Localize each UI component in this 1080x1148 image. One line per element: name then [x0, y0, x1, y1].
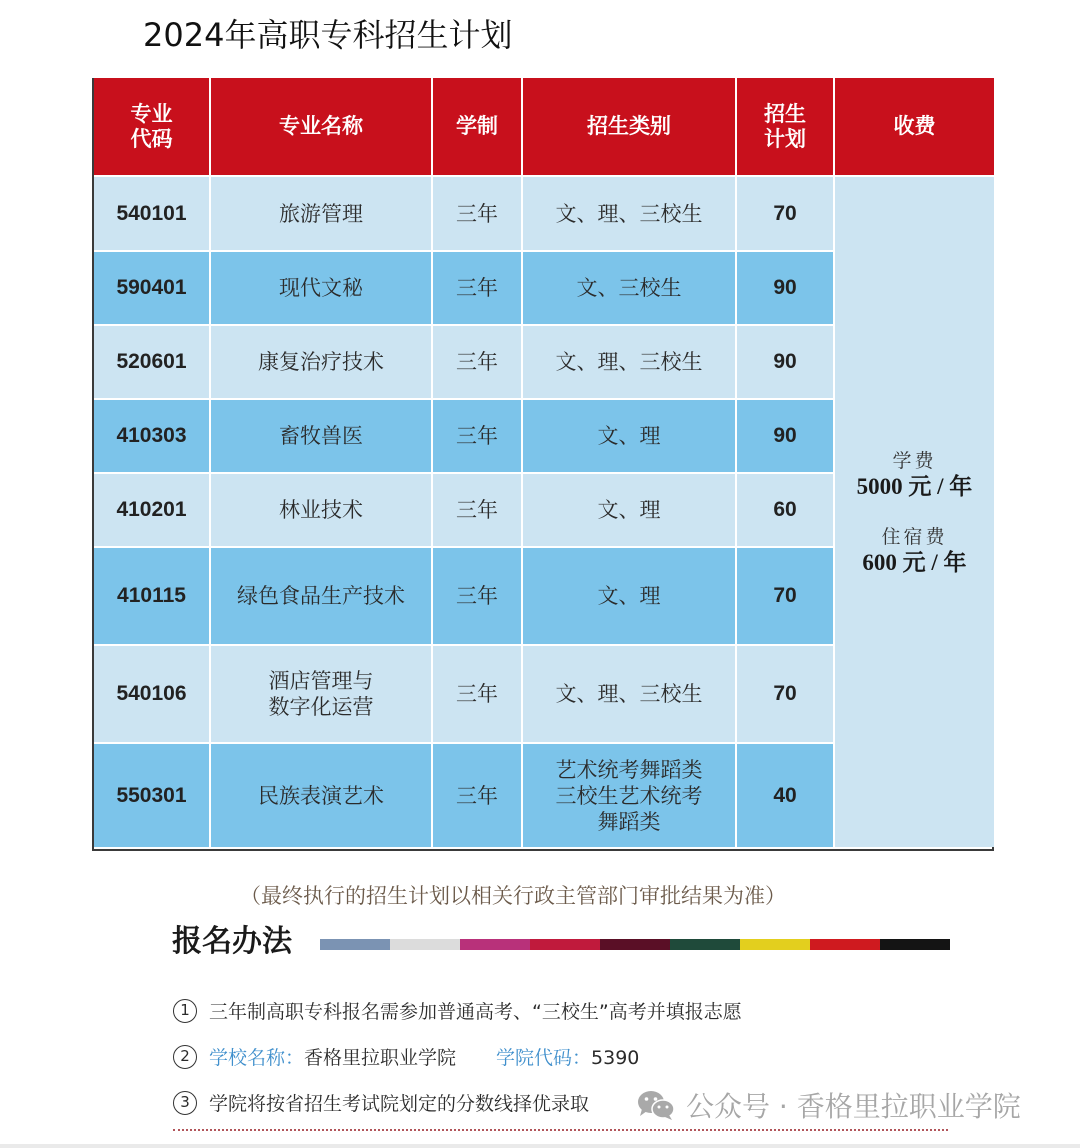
- page-title: 2024年高职专科招生计划: [143, 16, 513, 54]
- category: 文、三校生: [522, 251, 736, 325]
- tuition-label: 学费: [892, 450, 937, 472]
- major-name: 畜牧兽医: [210, 399, 432, 473]
- plan-count: 40: [736, 743, 834, 847]
- school-code-value: 5390: [591, 1047, 640, 1069]
- wechat-watermark: [636, 1085, 1021, 1125]
- fee-cell: [834, 176, 994, 847]
- tuition-value: 5000 元 / 年: [856, 474, 973, 499]
- plan-count: 70: [736, 547, 834, 645]
- header-code: 专业 代码: [94, 78, 210, 176]
- duration: 三年: [432, 399, 522, 473]
- color-swatch: [670, 939, 740, 950]
- watermark-text: 公众号 · 香格里拉职业学院: [686, 1090, 1021, 1123]
- lodging-value: 600 元 / 年: [862, 550, 967, 575]
- step-text: 学院将按省招生考试院划定的分数线择优录取: [209, 1093, 590, 1115]
- major-code: 410201: [94, 473, 210, 547]
- plan-count: 90: [736, 399, 834, 473]
- duration: 三年: [432, 743, 522, 847]
- category: 文、理、三校生: [522, 325, 736, 399]
- category: 文、理: [522, 547, 736, 645]
- color-swatch: [460, 939, 530, 950]
- duration: 三年: [432, 176, 522, 251]
- color-swatch: [880, 939, 950, 950]
- category: 文、理: [522, 473, 736, 547]
- major-code: 410115: [94, 547, 210, 645]
- major-name: 民族表演艺术: [210, 743, 432, 847]
- plan-count: 90: [736, 325, 834, 399]
- plan-count: 60: [736, 473, 834, 547]
- dotted-divider: [173, 1129, 948, 1131]
- duration: 三年: [432, 645, 522, 743]
- color-swatch: [810, 939, 880, 950]
- color-swatch: [740, 939, 810, 950]
- lodging-label: 住宿费: [881, 526, 948, 548]
- duration: 三年: [432, 473, 522, 547]
- color-swatch: [390, 939, 460, 950]
- table-row: [94, 176, 994, 251]
- bottom-divider: [0, 1144, 1080, 1148]
- major-code: 410303: [94, 399, 210, 473]
- major-name: 林业技术: [210, 473, 432, 547]
- step-2: [173, 1042, 742, 1088]
- table-header-row: [94, 78, 994, 176]
- school-name-value: 香格里拉职业学院: [304, 1047, 457, 1069]
- duration: 三年: [432, 251, 522, 325]
- header-name: 专业名称: [210, 78, 432, 176]
- duration: 三年: [432, 325, 522, 399]
- plan-count: 70: [736, 645, 834, 743]
- plan-count: 70: [736, 176, 834, 251]
- color-swatch: [320, 939, 390, 950]
- wechat-icon: [636, 1089, 676, 1121]
- circled-number-icon: 2: [173, 1045, 197, 1069]
- major-code: 550301: [94, 743, 210, 847]
- major-code: 520601: [94, 325, 210, 399]
- color-swatch: [530, 939, 600, 950]
- major-name: 康复治疗技术: [210, 325, 432, 399]
- school-code-label: 学院代码：: [496, 1047, 592, 1069]
- header-fee: 收费: [834, 78, 994, 176]
- color-swatch: [600, 939, 670, 950]
- school-name-label: 学校名称：: [209, 1047, 305, 1069]
- major-code: 540106: [94, 645, 210, 743]
- step-text: 三年制高职专科报名需参加普通高考、“三校生”高考并填报志愿: [209, 1001, 742, 1023]
- header-duration: 学制: [432, 78, 522, 176]
- circled-number-icon: 3: [173, 1091, 197, 1115]
- approval-note: （最终执行的招生计划以相关行政主管部门审批结果为准）: [240, 884, 786, 908]
- category: 文、理: [522, 399, 736, 473]
- circled-number-icon: 1: [173, 999, 197, 1023]
- header-plan: 招生 计划: [736, 78, 834, 176]
- header-category: 招生类别: [522, 78, 736, 176]
- enrollment-plan-table: [92, 78, 994, 851]
- plan-count: 90: [736, 251, 834, 325]
- major-name: 现代文秘: [210, 251, 432, 325]
- decorative-color-bar: [320, 939, 950, 950]
- category: 艺术统考舞蹈类 三校生艺术统考 舞蹈类: [522, 743, 736, 847]
- major-code: 540101: [94, 176, 210, 251]
- category: 文、理、三校生: [522, 176, 736, 251]
- major-code: 590401: [94, 251, 210, 325]
- major-name: 绿色食品生产技术: [210, 547, 432, 645]
- duration: 三年: [432, 547, 522, 645]
- major-name: 旅游管理: [210, 176, 432, 251]
- registration-title: 报名办法: [172, 924, 292, 959]
- major-name: 酒店管理与 数字化运营: [210, 645, 432, 743]
- category: 文、理、三校生: [522, 645, 736, 743]
- step-1: [173, 996, 742, 1042]
